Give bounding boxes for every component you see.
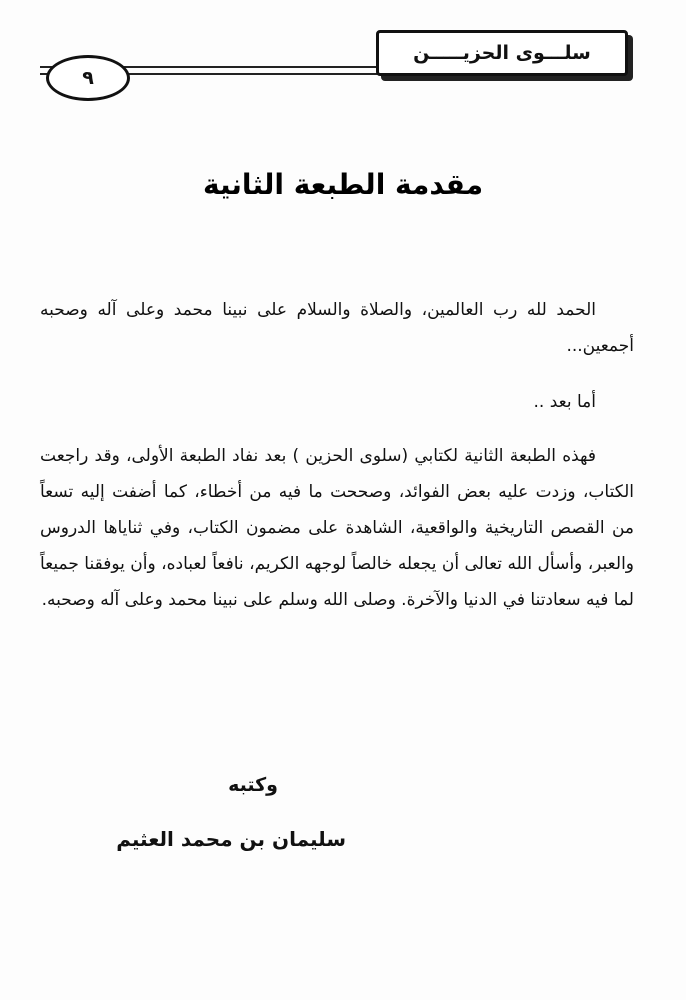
paragraph-opening: الحمد لله رب العالمين، والصلاة والسلام على نبينا محمد وعلى آله وصحبه أجمعين...: [40, 300, 634, 356]
paragraph-amma-baad: أما بعد ..: [533, 392, 596, 412]
book-title: سلـــوى الحزيـــــن: [413, 42, 591, 64]
page-number: ٩: [46, 55, 130, 101]
body-text: [40, 292, 634, 618]
paragraph-main: فهذه الطبعة الثانية لكتابي (سلوى الحزين ) بعد نفاد الطبعة الأولى، وقد راجعت الكتاب، وزدت عليه بعض الفوائد، وصححت ما فيه من أخطاء، كما أضفت إليه تسعاً من القصص التاريخية والواقعية، الشاهدة على مضمون الكتاب، وفي ثناياها الدروس والعبر، وأسأل الله تعالى أن يجعله خالصاً لوجهه الكريم، نافعاً لعباده، وأن يوفقنا جميعاً لما فيه سعادتنا في الدنيا والآخرة. وصلى الله وسلم على نبينا محمد وعلى آله وصحبه.: [40, 446, 634, 610]
signature-label: وكتبه: [228, 774, 278, 796]
page-title: مقدمة الطبعة الثانية: [202, 168, 484, 201]
author-name: سليمان بن محمد العثيم: [116, 827, 346, 851]
running-header: [376, 30, 628, 76]
